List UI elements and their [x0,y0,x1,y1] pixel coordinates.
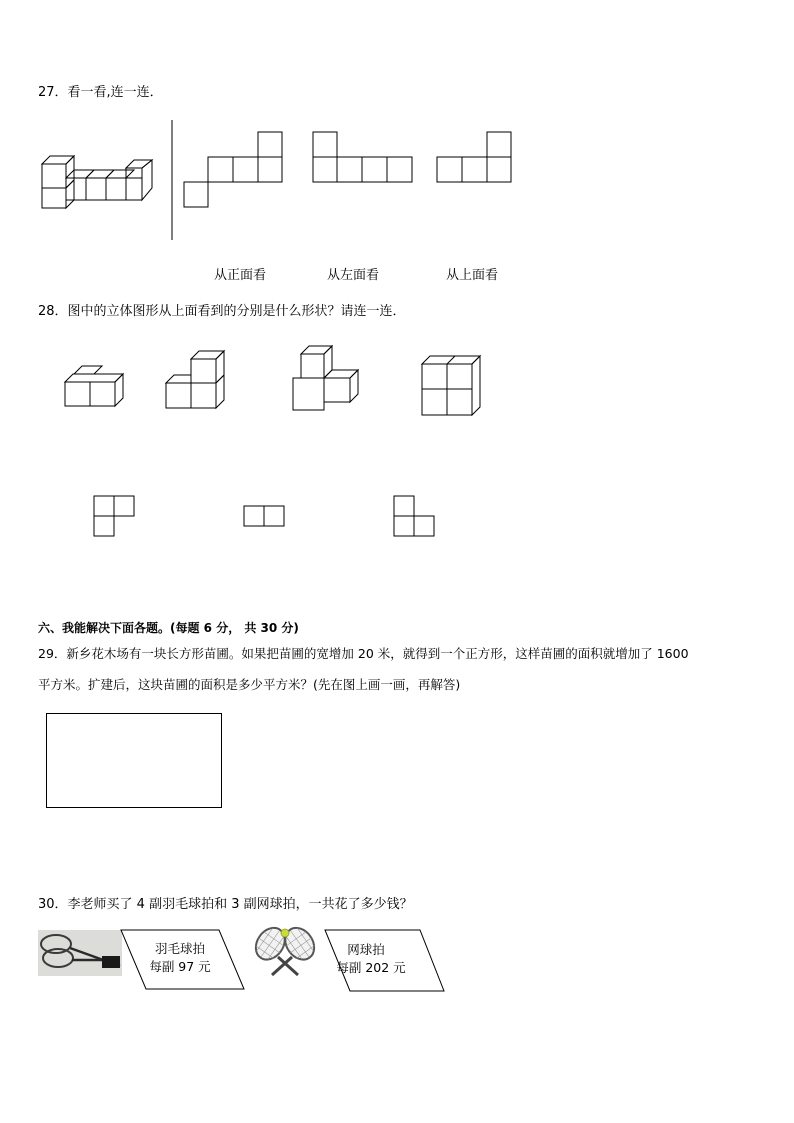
section-6-title: 六、我能解决下面各题。(每题 6 分， 共 30 分) [38,621,299,635]
q27-view-a [183,131,285,209]
tennis-racket-image [244,925,326,977]
view-label-top: 从上面看 [446,268,499,283]
q28-solid-4 [421,355,485,419]
q29-line2: 平方米。扩建后，这块苗圃的面积是多少平方米？(先在图上画一画，再解答) [38,677,461,692]
q29-drawing-rectangle[interactable] [46,713,222,808]
view-label-front: 从正面看 [214,268,267,283]
q27-prompt: 27．看一看,连一连． [38,85,163,100]
q28-top-view-2 [243,505,287,529]
q28-solid-3 [292,344,362,416]
view-label-left: 从左面看 [327,268,380,283]
q28-solid-1 [64,364,128,410]
badminton-price: 每副 97 元 [149,959,211,974]
q28-top-view-3 [393,495,437,539]
q27-divider [170,120,174,242]
q30-prompt: 30．李老师买了 4 副羽毛球拍和 3 副网球拍，一共花了多少钱？ [38,897,413,912]
q28-top-view-1 [93,495,137,539]
q29-line1: 29．新乡花木场有一块长方形苗圃。如果把苗圃的宽增加 20 米，就得到一个正方形，这样苗圃的面积就增加了 1600 [38,646,689,661]
tennis-price: 每副 202 元 [336,960,406,975]
badminton-racket-image [38,930,122,976]
badminton-name: 羽毛球拍 [154,941,205,956]
q28-solid-2 [165,350,229,412]
q27-solid-figure [40,154,160,214]
q28-prompt: 28．图中的立体图形从上面看到的分别是什么形状？请连一连． [38,304,406,319]
q27-view-c [436,131,514,185]
tennis-name: 网球拍 [347,942,385,957]
q27-view-b [312,131,415,185]
